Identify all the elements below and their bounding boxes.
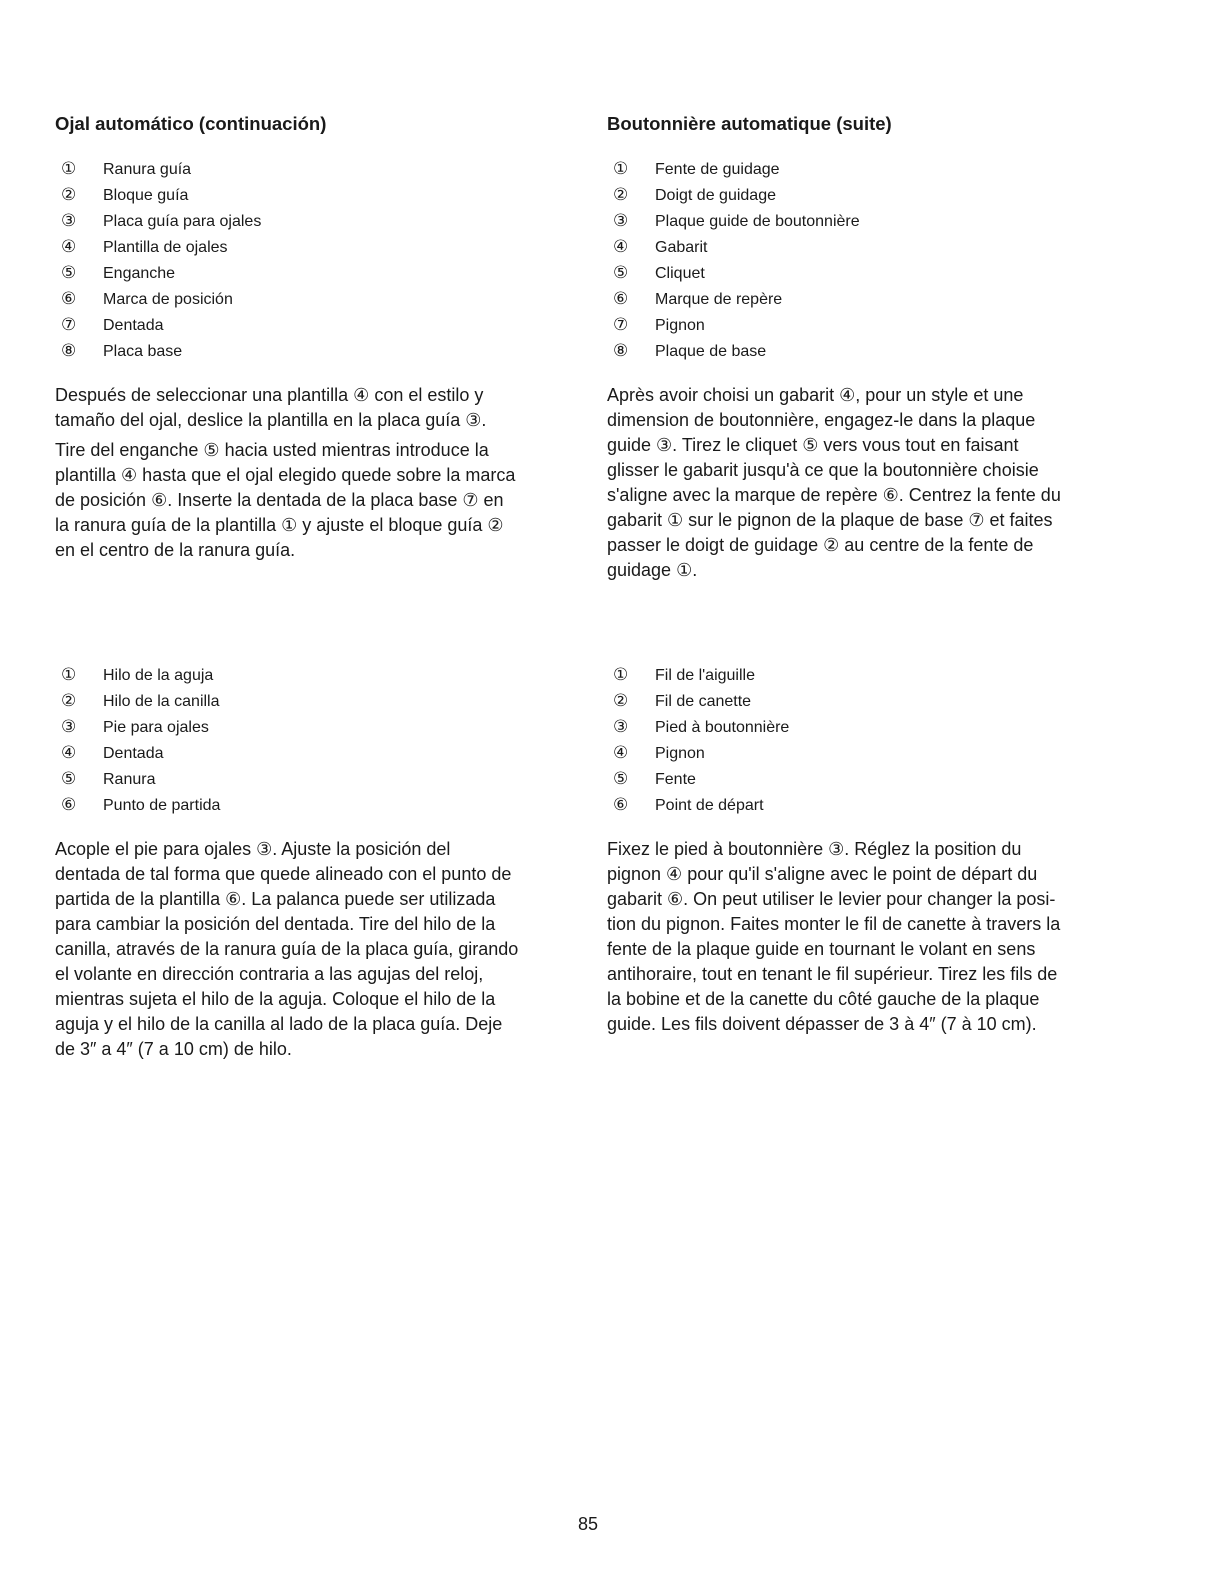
list-item: [607, 208, 860, 234]
text-line: gabarit ⑥. On peut utiliser le levier pour changer la posi-: [607, 889, 1056, 909]
list-item: [55, 662, 220, 688]
text-line: partida de la plantilla ⑥. La palanca puede ser utilizada: [55, 889, 496, 909]
text-line: en el centro de la ranura guía.: [55, 540, 296, 560]
text-line: la ranura guía de la plantilla ① y ajuste el bloque guía ②: [55, 515, 504, 535]
page-number: 85: [578, 1514, 599, 1534]
list-item: [55, 182, 261, 208]
list-item: [607, 714, 789, 740]
text-line: passer le doigt de guidage ② au centre de la fente de: [607, 535, 1034, 555]
item-number: ⑤: [613, 263, 629, 282]
item-label: Pignon: [655, 745, 705, 762]
list-item: [55, 688, 220, 714]
text-line: Acople el pie para ojales ③. Ajuste la posición del: [55, 839, 451, 859]
text-line: fente de la plaque guide en tournant le volant en sens: [607, 939, 1036, 959]
list-item: [607, 792, 789, 818]
text-line: la bobine et de la canette du côté gauche de la plaque: [607, 989, 1040, 1009]
list-item: [55, 260, 261, 286]
french-paragraph-1: [607, 383, 1061, 583]
list-item: [607, 338, 860, 364]
item-label: Ranura guía: [103, 161, 192, 178]
item-label: Cliquet: [655, 265, 705, 282]
item-number: ⑥: [613, 795, 629, 814]
item-number: ③: [613, 211, 629, 230]
text-line: glisser le gabarit jusqu'à ce que la boutonnière choisie: [607, 460, 1039, 480]
list-item: [55, 714, 220, 740]
item-label: Dentada: [103, 317, 164, 334]
french-paragraph-3: [607, 837, 1060, 1037]
text-line: de posición ⑥. Inserte la dentada de la placa base ⑦ en: [55, 490, 504, 510]
item-number: ③: [61, 717, 77, 736]
text-line: aguja y el hilo de la canilla al lado de la placa guía. Deje: [55, 1014, 503, 1034]
item-label: Pied à boutonnière: [655, 719, 790, 736]
item-number: ①: [61, 159, 77, 178]
item-number: ②: [613, 185, 629, 204]
list-item: [55, 792, 220, 818]
list-item: [607, 312, 860, 338]
item-number: ①: [61, 665, 77, 684]
list-item: [607, 182, 860, 208]
text-line: plantilla ④ hasta que el ojal elegido quede sobre la marca: [55, 465, 516, 485]
item-label: Fente de guidage: [655, 161, 780, 178]
item-number: ⑦: [613, 315, 629, 334]
item-label: Placa guía para ojales: [103, 213, 262, 230]
item-label: Marque de repère: [655, 291, 783, 308]
item-label: Fil de canette: [655, 693, 752, 710]
item-number: ④: [61, 743, 77, 762]
list-item: [55, 766, 220, 792]
spanish-parts-list-1: [55, 156, 261, 364]
item-number: ①: [613, 159, 629, 178]
item-label: Pignon: [655, 317, 705, 334]
item-label: Hilo de la canilla: [103, 693, 220, 710]
item-label: Bloque guía: [103, 187, 189, 204]
item-number: ②: [613, 691, 629, 710]
item-number: ⑧: [61, 341, 77, 360]
text-line: guidage ①.: [607, 560, 698, 580]
list-item: [55, 234, 261, 260]
list-item: [55, 208, 261, 234]
item-number: ⑥: [61, 795, 77, 814]
text-line: Fixez le pied à boutonnière ③. Réglez la position du: [607, 839, 1022, 859]
text-line: Tire del enganche ⑤ hacia usted mientras introduce la: [55, 440, 489, 460]
item-label: Plantilla de ojales: [103, 239, 228, 256]
text-line: antihoraire, tout en tenant le fil supérieur. Tirez les fils de: [607, 964, 1058, 984]
item-number: ⑤: [61, 263, 77, 282]
item-label: Placa base: [103, 343, 183, 360]
item-number: ②: [61, 691, 77, 710]
french-parts-list-1: [607, 156, 860, 364]
list-item: [607, 662, 789, 688]
text-line: pignon ④ pour qu'il s'aligne avec le point de départ du: [607, 864, 1038, 884]
french-heading: Boutonnière automatique (suite): [607, 113, 892, 134]
item-label: Plaque de base: [655, 343, 767, 360]
text-line: s'aligne avec la marque de repère ⑥. Centrez la fente du: [607, 485, 1061, 505]
item-label: Plaque guide de boutonnière: [655, 213, 860, 230]
list-item: [607, 286, 860, 312]
item-label: Ranura: [103, 771, 156, 788]
text-line: canilla, através de la ranura guía de la placa guía, girando: [55, 939, 519, 959]
item-number: ⑥: [613, 289, 629, 308]
item-label: Fente: [655, 771, 696, 788]
item-label: Fil de l'aiguille: [655, 667, 755, 684]
list-item: [607, 766, 789, 792]
item-label: Dentada: [103, 745, 164, 762]
text-line: para cambiar la posición del dentada. Tire del hilo de la: [55, 914, 496, 934]
item-number: ②: [61, 185, 77, 204]
text-line: guide. Les fils doivent dépasser de 3 à 4″ (7 à 10 cm).: [607, 1014, 1037, 1034]
text-line: el volante en dirección contraria a las agujas del reloj,: [55, 964, 484, 984]
item-number: ⑦: [61, 315, 77, 334]
list-item: [607, 740, 789, 766]
text-line: guide ③. Tirez le cliquet ⑤ vers vous tout en faisant: [607, 435, 1019, 455]
list-item: [607, 688, 789, 714]
item-label: Gabarit: [655, 239, 708, 256]
item-label: Hilo de la aguja: [103, 667, 214, 684]
item-number: ③: [613, 717, 629, 736]
text-line: dimension de boutonnière, engagez-le dans la plaque: [607, 410, 1036, 430]
item-number: ④: [613, 237, 629, 256]
list-item: [607, 234, 860, 260]
item-label: Point de départ: [655, 797, 764, 814]
text-line: dentada de tal forma que quede alineado con el punto de: [55, 864, 512, 884]
list-item: [55, 740, 220, 766]
spanish-paragraph-3: [55, 837, 518, 1062]
spanish-parts-list-2: [55, 662, 220, 818]
item-number: ①: [613, 665, 629, 684]
list-item: [55, 312, 261, 338]
item-label: Marca de posición: [103, 291, 233, 308]
item-number: ⑤: [613, 769, 629, 788]
item-number: ④: [613, 743, 629, 762]
text-line: de 3″ a 4″ (7 a 10 cm) de hilo.: [55, 1039, 292, 1059]
spanish-paragraph-2: [55, 438, 515, 563]
text-line: Après avoir choisi un gabarit ④, pour un style et une: [607, 385, 1024, 405]
item-label: Doigt de guidage: [655, 187, 776, 204]
text-line: mientras sujeta el hilo de la aguja. Coloque el hilo de la: [55, 989, 496, 1009]
list-item: [607, 156, 860, 182]
list-item: [607, 260, 860, 286]
item-number: ④: [61, 237, 77, 256]
item-label: Pie para ojales: [103, 719, 209, 736]
french-parts-list-2: [607, 662, 789, 818]
spanish-heading: Ojal automático (continuación): [55, 113, 327, 134]
item-number: ⑤: [61, 769, 77, 788]
text-line: gabarit ① sur le pignon de la plaque de base ⑦ et faites: [607, 510, 1053, 530]
list-item: [55, 286, 261, 312]
list-item: [55, 156, 261, 182]
list-item: [55, 338, 261, 364]
spanish-paragraph-1: [55, 383, 486, 433]
text-line: tion du pignon. Faites monter le fil de canette à travers la: [607, 914, 1061, 934]
item-number: ⑥: [61, 289, 77, 308]
item-number: ⑧: [613, 341, 629, 360]
item-label: Enganche: [103, 265, 176, 282]
text-line: Después de seleccionar una plantilla ④ con el estilo y: [55, 385, 484, 405]
text-line: tamaño del ojal, deslice la plantilla en la placa guía ③.: [55, 410, 487, 430]
item-number: ③: [61, 211, 77, 230]
item-label: Punto de partida: [103, 797, 221, 814]
